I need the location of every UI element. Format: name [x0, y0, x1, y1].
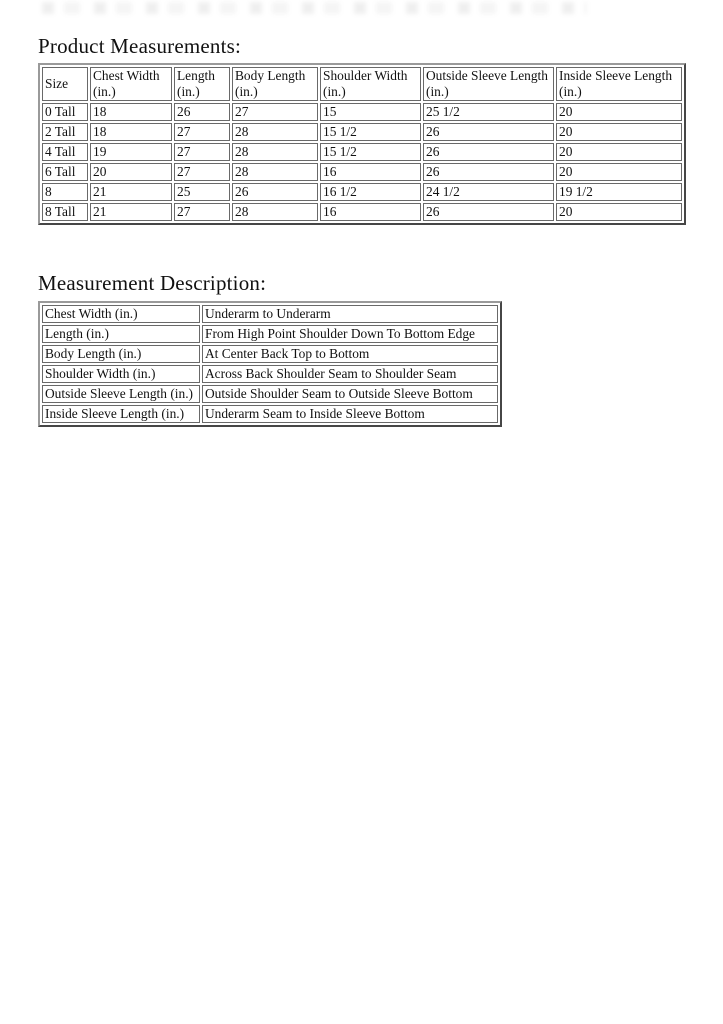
column-header: Chest Width (in.)	[90, 67, 172, 101]
table-cell: 8	[42, 183, 88, 201]
table-row	[42, 345, 498, 363]
table-cell: Underarm to Underarm	[202, 305, 498, 323]
table-cell: 20	[90, 163, 172, 181]
table-cell: Outside Shoulder Seam to Outside Sleeve Bottom	[202, 385, 498, 403]
table-cell: 25	[174, 183, 230, 201]
table-cell: 21	[90, 203, 172, 221]
table-cell: 16 1/2	[320, 183, 421, 201]
table-cell: 26	[423, 163, 554, 181]
table-cell: 15	[320, 103, 421, 121]
table-cell: 27	[174, 163, 230, 181]
table-cell: Body Length (in.)	[42, 345, 200, 363]
table-cell: Inside Sleeve Length (in.)	[42, 405, 200, 423]
table-cell: 28	[232, 163, 318, 181]
table-row	[42, 365, 498, 383]
table-cell: 27	[174, 123, 230, 141]
table-cell: 2 Tall	[42, 123, 88, 141]
column-header: Size	[42, 67, 88, 101]
table-cell: 21	[90, 183, 172, 201]
table-cell: 18	[90, 103, 172, 121]
table-cell: 20	[556, 203, 682, 221]
table-cell: 26	[232, 183, 318, 201]
table-cell: 20	[556, 103, 682, 121]
column-header: Length (in.)	[174, 67, 230, 101]
table-cell: Chest Width (in.)	[42, 305, 200, 323]
table-cell: 27	[174, 143, 230, 161]
table-cell: 0 Tall	[42, 103, 88, 121]
column-header: Shoulder Width (in.)	[320, 67, 421, 101]
table-cell: 20	[556, 123, 682, 141]
table-cell: 24 1/2	[423, 183, 554, 201]
table-cell: 8 Tall	[42, 203, 88, 221]
table-row	[42, 103, 682, 121]
product-measurements-title: Product Measurements:	[38, 34, 242, 58]
table-cell: 18	[90, 123, 172, 141]
table-cell: 16	[320, 203, 421, 221]
column-header: Body Length (in.)	[232, 67, 318, 101]
table-cell: 20	[556, 163, 682, 181]
table-cell: 19	[90, 143, 172, 161]
table-cell: 26	[423, 203, 554, 221]
table-cell: 20	[556, 143, 682, 161]
table-cell: 19 1/2	[556, 183, 682, 201]
table-cell: From High Point Shoulder Down To Bottom Edge	[202, 325, 498, 343]
measurement-description-table	[38, 301, 502, 427]
header-row	[42, 67, 682, 101]
table-row	[42, 123, 682, 141]
table-cell: Outside Sleeve Length (in.)	[42, 385, 200, 403]
table-cell: Length (in.)	[42, 325, 200, 343]
product-measurements-table	[38, 63, 686, 225]
table-row	[42, 163, 682, 181]
table-row	[42, 405, 498, 423]
table-cell: 28	[232, 203, 318, 221]
table-row	[42, 325, 498, 343]
table-row	[42, 203, 682, 221]
table-cell: 26	[423, 123, 554, 141]
table-cell: Underarm Seam to Inside Sleeve Bottom	[202, 405, 498, 423]
table-cell: 26	[174, 103, 230, 121]
table-cell: 28	[232, 123, 318, 141]
table-row	[42, 183, 682, 201]
table-cell: 15 1/2	[320, 123, 421, 141]
table-cell: 28	[232, 143, 318, 161]
table-cell: 6 Tall	[42, 163, 88, 181]
table-cell: 25 1/2	[423, 103, 554, 121]
table-row	[42, 143, 682, 161]
table-cell: At Center Back Top to Bottom	[202, 345, 498, 363]
cropped-text-artifact	[42, 2, 587, 14]
table-cell: Across Back Shoulder Seam to Shoulder Seam	[202, 365, 498, 383]
table-cell: 4 Tall	[42, 143, 88, 161]
table-cell: 26	[423, 143, 554, 161]
table-cell: Shoulder Width (in.)	[42, 365, 200, 383]
column-header: Outside Sleeve Length (in.)	[423, 67, 554, 101]
table-cell: 15 1/2	[320, 143, 421, 161]
column-header: Inside Sleeve Length (in.)	[556, 67, 682, 101]
measurement-description-title: Measurement Description:	[38, 271, 267, 295]
table-row	[42, 385, 498, 403]
table-row	[42, 305, 498, 323]
table-cell: 27	[232, 103, 318, 121]
table-cell: 27	[174, 203, 230, 221]
table-cell: 16	[320, 163, 421, 181]
